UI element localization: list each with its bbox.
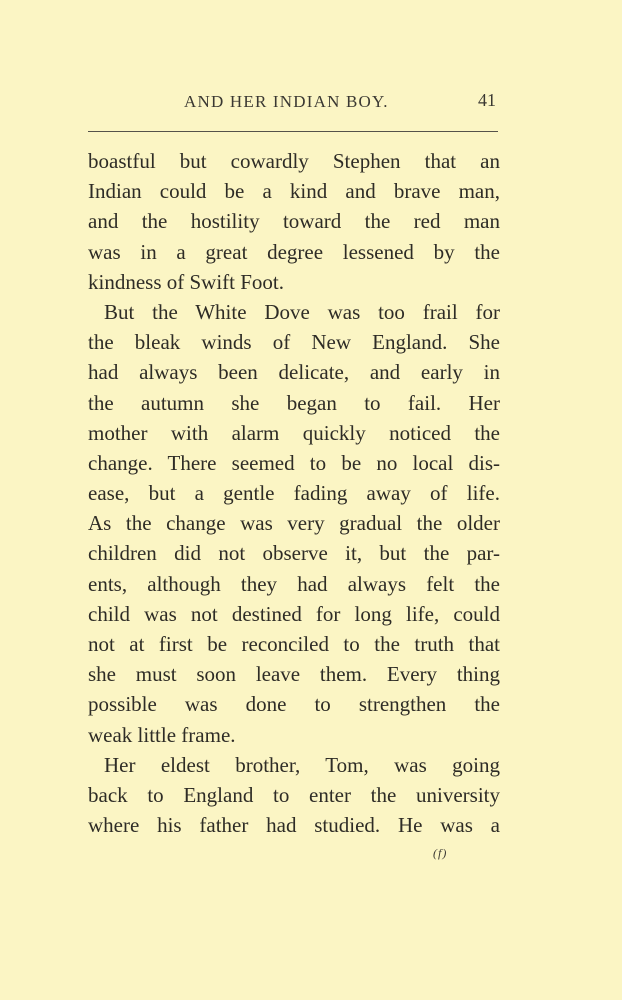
text-line: the bleak winds of New England. She — [88, 330, 500, 355]
text-line: child was not destined for long life, could — [88, 601, 500, 626]
text-line: But the White Dove was too frail for — [104, 299, 500, 324]
text-line: ents, although they had always felt the — [88, 571, 500, 596]
text-line: weak little frame. — [88, 722, 236, 747]
text-line: children did not observe it, but the par- — [88, 541, 500, 566]
text-line: boastful but cowardly Stephen that an — [88, 149, 500, 173]
text-line: the autumn she began to fail. Her — [88, 390, 500, 415]
text-line: possible was done to strengthen the — [88, 692, 500, 717]
text-line: not at first be reconciled to the truth that — [88, 632, 500, 656]
text-line: back to England to enter the university — [88, 782, 500, 807]
page-number: 41 — [478, 90, 496, 110]
text-line: As the change was very gradual the older — [88, 511, 500, 536]
body-text — [88, 146, 500, 840]
text-line: kindness of Swift Foot. — [88, 269, 285, 294]
running-title: AND HER INDIAN BOY. — [184, 92, 389, 111]
text-line: was in a great degree lessened by the — [88, 239, 500, 264]
text-line: she must soon leave them. Every thing — [88, 662, 500, 687]
text-line: had always been delicate, and early in — [88, 360, 500, 385]
text-line: and the hostility toward the red man — [88, 209, 500, 234]
running-head — [88, 88, 500, 118]
header-rule — [88, 131, 498, 132]
text-line: ease, but a gentle fading away of life. — [88, 481, 500, 506]
signature-mark: (f) — [433, 846, 448, 860]
text-line: where his father had studied. He was a — [88, 813, 500, 838]
text-line: Indian could be a kind and brave man, — [88, 179, 500, 204]
text-line: change. There seemed to be no local dis- — [88, 450, 500, 475]
text-line: mother with alarm quickly noticed the — [88, 420, 500, 445]
text-line: Her eldest brother, Tom, was going — [104, 752, 500, 777]
